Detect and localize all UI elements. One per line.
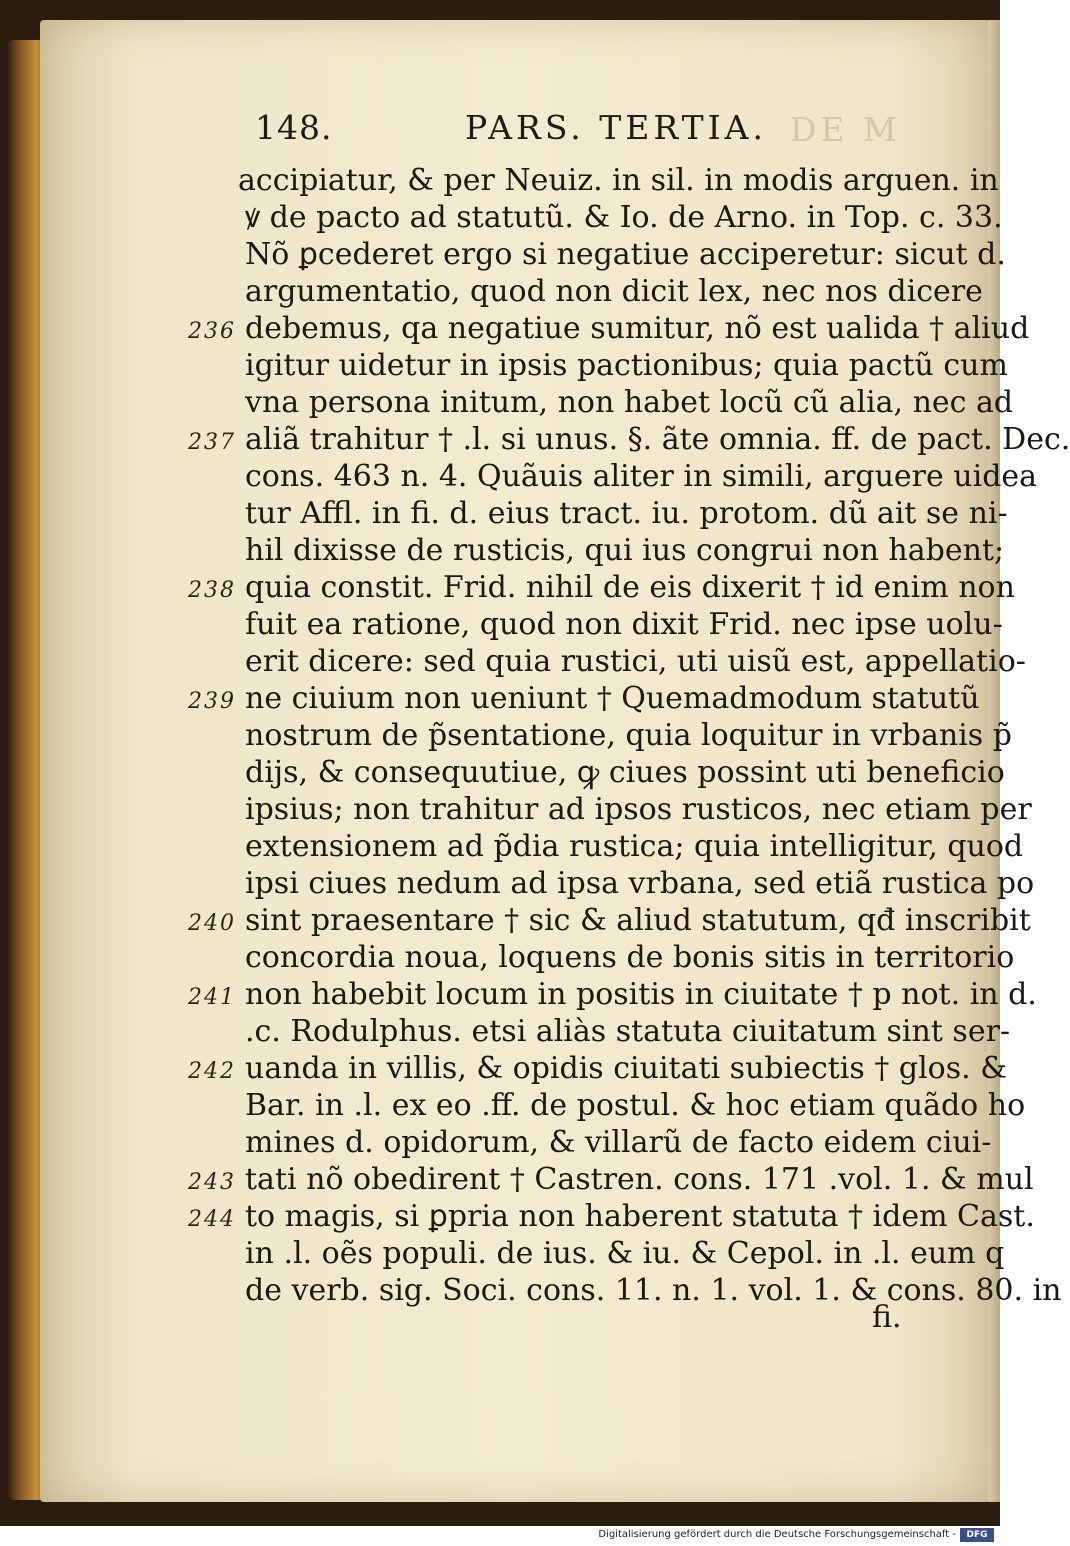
line-text: cons. 463 n. 4. Quãuis aliter in simili, arguere uidea: [245, 459, 1038, 494]
text-line: [0, 791, 1032, 828]
text-line: [0, 643, 1026, 680]
line-text: tati nõ obedirent † Castren. cons. 171 .vol. 1. & mul: [245, 1162, 1034, 1197]
margin-note-number: 238: [188, 578, 236, 603]
margin-note-number: 239: [188, 689, 236, 714]
line-text: uanda in villis, & opidis ciuitati subiectis † glos. &: [245, 1051, 1007, 1086]
line-text: accipiatur, & per Neuiz. in sil. in modis arguen. in: [238, 163, 999, 198]
line-text: .c. Rodulphus. etsi aliàs statuta ciuitatum sint ser-: [245, 1014, 1011, 1049]
margin-note-number: 237: [188, 430, 236, 455]
line-text: argumentatio, quod non dicit lex, nec nos dicere: [245, 274, 983, 309]
line-text: hil dixisse de rusticis, qui ius congrui non habent;: [245, 533, 1005, 568]
text-line: [0, 458, 1038, 495]
text-line: [0, 199, 1003, 236]
text-line: [0, 1013, 1011, 1050]
text-line: [0, 902, 1031, 939]
text-line: [0, 1235, 1005, 1272]
line-text: to magis, si ꝑpria non haberent statuta † idem Cast.: [245, 1199, 1035, 1234]
dfg-logo: DFG: [960, 1528, 994, 1542]
page-header: [0, 108, 1000, 158]
text-line: [0, 421, 1070, 458]
line-text: ne ciuium non ueniunt † Quemadmodum statutũ: [245, 681, 980, 716]
line-text: tur Affl. in fi. d. eius tract. iu. protom. dũ ait se ni-: [245, 496, 1008, 531]
line-text: dijs, & consequutiue, ꝙ ciues possint uti beneficio: [245, 755, 1005, 790]
line-text: concordia noua, loquens de bonis sitis in territorio: [245, 940, 1015, 975]
text-line: [0, 236, 1006, 273]
running-head: PARS. TERTIA.: [465, 108, 767, 147]
text-line: [0, 865, 1035, 902]
line-text: debemus, qa negatiue sumitur, nõ est ualida † aliud: [245, 311, 1030, 346]
text-line: [0, 162, 1000, 199]
line-text: mines d. opidorum, & villarũ de facto eidem ciui-: [245, 1125, 992, 1160]
text-line: [0, 754, 1005, 791]
line-text: de verb. sig. Soci. cons. 11. n. 1. vol. 1. & cons. 80. in: [245, 1273, 1062, 1308]
text-line: [0, 495, 1008, 532]
text-line: [0, 680, 1000, 717]
footer-bar: [0, 1526, 1000, 1546]
text-line: [0, 532, 1005, 569]
line-text: nostrum de p̃sentatione, quia loquitur in vrbanis p̃: [245, 718, 1012, 753]
text-line: [0, 384, 1014, 421]
line-text: aliã trahitur † .l. si unus. §. ãte omnia. ff. de pact. Dec.: [245, 422, 1070, 457]
line-text: in .l. oẽs populi. de ius. & iu. & Cepol. in .l. eum q: [245, 1236, 1005, 1271]
text-line: [0, 569, 1015, 606]
text-line: [0, 976, 1037, 1013]
line-text: extensionem ad p̃dia rustica; quia intelligitur, quod: [245, 829, 1024, 864]
show-through-ghost-text: DE M: [790, 110, 901, 149]
text-line: [0, 1198, 1035, 1235]
text-line: [0, 1087, 1026, 1124]
text-line: [0, 1050, 1007, 1087]
final-line: fi.: [872, 1300, 902, 1335]
margin-note-number: 236: [188, 319, 236, 344]
text-line: [0, 347, 1008, 384]
text-line: [0, 1124, 1000, 1161]
text-line: [0, 1161, 1034, 1198]
line-text: quia constit. Frid. nihil de eis dixerit † id enim non: [245, 570, 1015, 605]
line-text: ꝟ de pacto ad statutũ. & Io. de Arno. in Top. c. 33.: [245, 200, 1003, 235]
margin-note-number: 242: [188, 1059, 236, 1084]
line-text: ipsi ciues nedum ad ipsa vrbana, sed etiã rustica po: [245, 866, 1035, 901]
line-text: sint praesentare † sic & aliud statutum, qđ inscribit: [245, 903, 1031, 938]
line-text: ipsius; non trahitur ad ipsos rusticos, nec etiam per: [245, 792, 1032, 827]
text-line: [0, 1272, 1062, 1309]
margin-note-number: 241: [188, 985, 236, 1010]
margin-note-number: 243: [188, 1170, 236, 1195]
margin-note-number: 244: [188, 1207, 236, 1232]
text-line: [0, 273, 1000, 310]
margin-note-number: 240: [188, 911, 236, 936]
footer-credit: Digitalisierung gefördert durch die Deutsche Forschungsgemeinschaft -: [598, 1529, 956, 1540]
line-text: fuit ea ratione, quod non dixit Frid. nec ipse uolu-: [245, 607, 1003, 642]
text-line: [0, 939, 1015, 976]
line-text: erit dicere: sed quia rustici, uti uisũ est, appellatio-: [245, 644, 1026, 679]
line-text: Bar. in .l. ex eo .ff. de postul. & hoc etiam quãdo ho: [245, 1088, 1026, 1123]
text-line: [0, 717, 1012, 754]
page-number: 148.: [255, 108, 333, 147]
line-text: Nõ ꝑcederet ergo si negatiue acciperetur: sicut d.: [245, 237, 1006, 272]
line-text: vna persona initum, non habet locũ cũ alia, nec ad: [245, 385, 1014, 420]
text-line: [0, 606, 1003, 643]
line-text: igitur uidetur in ipsis pactionibus; quia pactũ cum: [245, 348, 1008, 383]
text-line: [0, 828, 1024, 865]
text-line: [0, 310, 1030, 347]
line-text: non habebit locum in positis in ciuitate † p not. in d.: [245, 977, 1037, 1012]
